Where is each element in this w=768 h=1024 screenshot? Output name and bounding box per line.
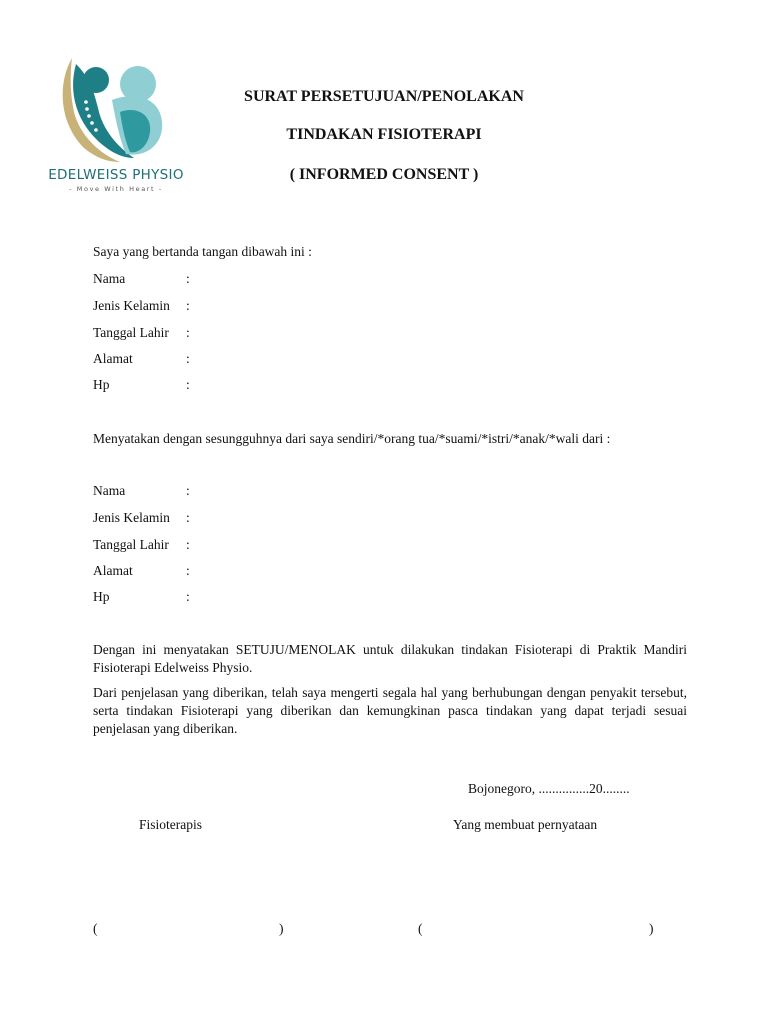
intro-text: Saya yang bertanda tangan dibawah ini : bbox=[93, 244, 312, 259]
field-label: Alamat bbox=[93, 563, 133, 578]
explanation-paragraph: Dari penjelasan yang diberikan, telah saya mengerti segala hal yang berhubungan dengan penyakit tersebut, serta tindakan Fisioterapi yang diberikan dan kemungkinan pasca tindakan yang dapat terjadi sesuai penjelasan yang diberikan. bbox=[93, 685, 687, 736]
consent-paragraph: Dengan ini menyatakan SETUJU/MENOLAK untuk dilakukan tindakan Fisioterapi di Praktik Mandiri Fisioterapi Edelweiss Physio. bbox=[93, 642, 687, 675]
field-label: Hp bbox=[93, 377, 110, 392]
logo-emblem-icon bbox=[50, 52, 180, 164]
place-date: Bojonegoro, ...............20........ bbox=[468, 781, 630, 796]
field-colon: : bbox=[186, 537, 190, 552]
field-label: Jenis Kelamin bbox=[93, 298, 170, 313]
signature-role-left: Fisioterapis bbox=[139, 817, 202, 832]
declaration-text: Menyatakan dengan sesungguhnya dari saya sendiri/*orang tua/*suami/*istri/*anak/*wali dari : bbox=[93, 431, 611, 446]
field-label: Tanggal Lahir bbox=[93, 537, 169, 552]
logo-name: EDELWEISS PHYSIO bbox=[48, 167, 184, 183]
field-label: Jenis Kelamin bbox=[93, 510, 170, 525]
field-label: Tanggal Lahir bbox=[93, 325, 169, 340]
field-label: Hp bbox=[93, 589, 110, 604]
signature-right-open: ( bbox=[418, 921, 423, 936]
field-colon: : bbox=[186, 298, 190, 313]
field-colon: : bbox=[186, 589, 190, 604]
field-colon: : bbox=[186, 325, 190, 340]
field-colon: : bbox=[186, 351, 190, 366]
signature-role-right: Yang membuat pernyataan bbox=[453, 817, 598, 832]
field-colon: : bbox=[186, 271, 190, 286]
field-colon: : bbox=[186, 377, 190, 392]
signature-left-close: ) bbox=[279, 921, 284, 936]
title-line-2: TINDAKAN FISIOTERAPI bbox=[286, 126, 482, 143]
signature-right-close: ) bbox=[649, 921, 654, 936]
field-label: Nama bbox=[93, 483, 126, 498]
field-label: Alamat bbox=[93, 351, 133, 366]
title-line-1: SURAT PERSETUJUAN/PENOLAKAN bbox=[244, 88, 524, 105]
field-label: Nama bbox=[93, 271, 126, 286]
title-line-3: ( INFORMED CONSENT ) bbox=[289, 166, 479, 183]
field-colon: : bbox=[186, 483, 190, 498]
logo-tagline: - Move With Heart - bbox=[69, 185, 163, 193]
field-colon: : bbox=[186, 563, 190, 578]
field-colon: : bbox=[186, 510, 190, 525]
signature-left-open: ( bbox=[93, 921, 98, 936]
